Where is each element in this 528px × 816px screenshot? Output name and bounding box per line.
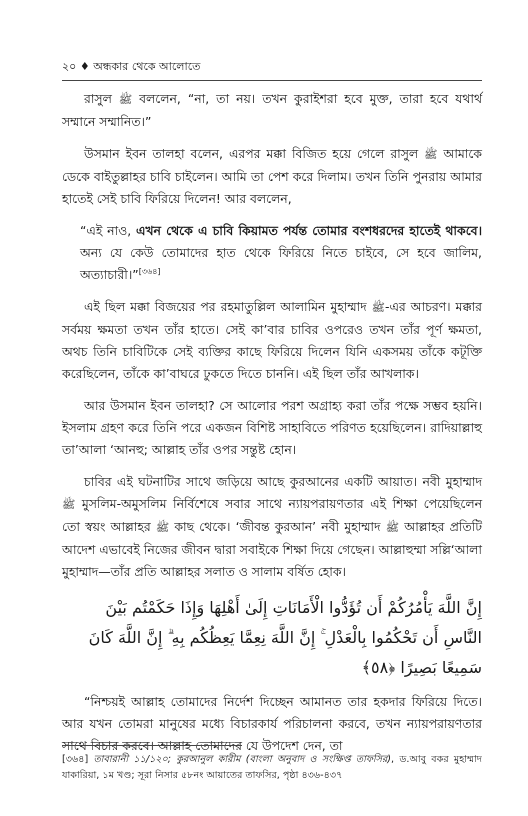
paragraph-5: চাবির এই ঘটনাটির সাথে জড়িয়ে আছে কুরআনের একটি আয়াত। নবী মুহাম্মাদ ﷺ মুসলিম-অমুসলিম নির্বিশেষে সবার সাথে ন্যায়পরায়ণতার এই শিক্ষা পেয়েছিলেন তো স্বয়ং আল্লাহর ﷺ কাছ থেকে। ‘জীবন্ত কুরআন’ নবী মুহাম্মাদ ﷺ আল্লাহর প্রতিটি আদেশ এভাবেই নিজের জীবন দ্বারা সবাইকে শিক্ষা দিয়ে গেছেন। আল্লাহুম্মা সল্লি‘আলা মুহাম্মাদ—তাঁর প্রতি আল্লাহর সলাত ও সালাম বর্ষিত হোক। xyxy=(62,474,482,579)
footnote-source: তাবারানী ১১/১২০; xyxy=(93,754,171,765)
footnote-ref: [৩৬৪] xyxy=(138,266,161,276)
footnote-rest: , ড.আবু বকর মুহাম্মাদ যাকারিয়া, ১ম খণ্ড; সূরা নিসার ৫৮নং আয়াতের তাফসির, পৃষ্ঠা ৪৩৬-৪৩৭ xyxy=(62,754,482,781)
salawat-icon: ﷺ xyxy=(155,521,170,534)
salawat-icon: ﷺ xyxy=(62,498,76,511)
main-text xyxy=(62,88,482,767)
running-header xyxy=(62,60,482,74)
book-title: অন্ধকার থেকে আলোতে xyxy=(93,60,201,73)
footnote-number: [৩৬৪] xyxy=(62,754,89,765)
page-number: ২০ xyxy=(62,60,77,73)
header-separator: ♦ xyxy=(79,60,90,73)
quote-emphasis: এখন থেকে এ চাবি কিয়ামত পর্যন্ত তোমার বংশধরদের হাতেই থাকবে। xyxy=(135,223,482,238)
quran-verse-arabic: إِنَّ اللَّهَ يَأْمُرُكُمْ أَن تُؤَدُّوا الْأَمَانَاتِ إِلَىٰ أَهْلِهَا وَإِذَا حَكَمْتُم بَيْنَ النَّاسِ أَن تَحْكُمُوا بِالْعَدْلِ ۚ إِنَّ اللَّهَ نِعِمَّا يَعِظُكُم بِهِ ۗ إِنَّ اللَّهَ كَانَ سَمِيعًا بَصِيرًا ﴿٥٨﴾ xyxy=(88,598,482,677)
salawat-icon: ﷺ xyxy=(118,93,133,106)
paragraph-1: রাসুল ﷺ বললেন, “না, তা নয়। তখন কুরাইশরা হবে মুক্ত, তারা হবে যথার্থ সম্মানে সম্মানিত।” xyxy=(62,91,482,129)
paragraph-3: এই ছিল মক্কা বিজয়ের পর রহমাতুল্লিল আলামিন মুহাম্মাদ ﷺ-এর আচরণ। মক্কার সর্বময় ক্ষমতা তখন তাঁর হাতে। সেই কা’বার চাবির ওপরেও তখন তাঁর পূর্ণ ক্ষমতা, অথচ তিনি চাবিটিকে সেই ব্যক্তির কাছে ফিরিয়ে দিলেন যিনি একসময় তাঁকে কটূক্তি করেছিলেন, তাঁকে কা’বাঘরে ঢুকতে দিতে চাননি। এই ছিল তাঁর আখলাক। xyxy=(62,299,482,381)
paragraph-2: উসমান ইবন তালহা বলেন, এরপর মক্কা বিজিত হয়ে গেলে রাসুল ﷺ আমাকে ডেকে বাইতুল্লাহর চাবি চাইলেন। আমি তা পেশ করে দিলাম। তখন তিনি পুনরায় আমার হাতেই সেই চাবি ফিরিয়ে দিলেন! আর বললেন, xyxy=(62,146,482,206)
salawat-icon: ﷺ xyxy=(424,148,438,161)
paragraph-4: আর উসমান ইবন তালহা? সে আলোর পরশ অগ্রাহ্য করা তাঁর পক্ষে সম্ভব হয়নি। ইসলাম গ্রহণ করে তিনি পরে একজন বিশিষ্ট সাহাবিতে পরিণত হয়েছিলেন। রাদিয়াল্লাহু তা’আলা ‘আনহু; আল্লাহ তাঁর ওপর সন্তুষ্ট হোন। xyxy=(62,398,482,457)
footnote-title: কুরআনুল কারীম (বাংলা অনুবাদ ও সংক্ষিপ্ত তাফসির) xyxy=(176,754,392,765)
verse-translation: “নিশ্চয়ই আল্লাহ তোমাদের নির্দেশ দিচ্ছেন আমানত তার হকদার ফিরিয়ে দিতে। আর যখন তোমরা মানুষের মধ্যে বিচারকার্য পরিচালনা করবে, তখন ন্যায়পরায়ণতার সাথে বিচার করবে। আল্লাহ তোমাদের যে উপদেশ দেন, তা xyxy=(62,694,482,753)
header-rule xyxy=(62,80,482,81)
footnote xyxy=(62,752,482,784)
footnote-rule xyxy=(62,745,242,746)
salawat-icon: ﷺ xyxy=(385,521,400,534)
hadith-quote: “এই নাও, এখন থেকে এ চাবি কিয়ামত পর্যন্ত তোমার বংশধরদের হাতেই থাকবে। অন্য যে কেউ তোমাদের হাত থেকে ফিরিয়ে নিতে চাইবে, সে হবে জালিম, অত্যাচারী।”[৩৬৪] xyxy=(80,223,482,282)
salawat-icon: ﷺ xyxy=(371,301,385,314)
